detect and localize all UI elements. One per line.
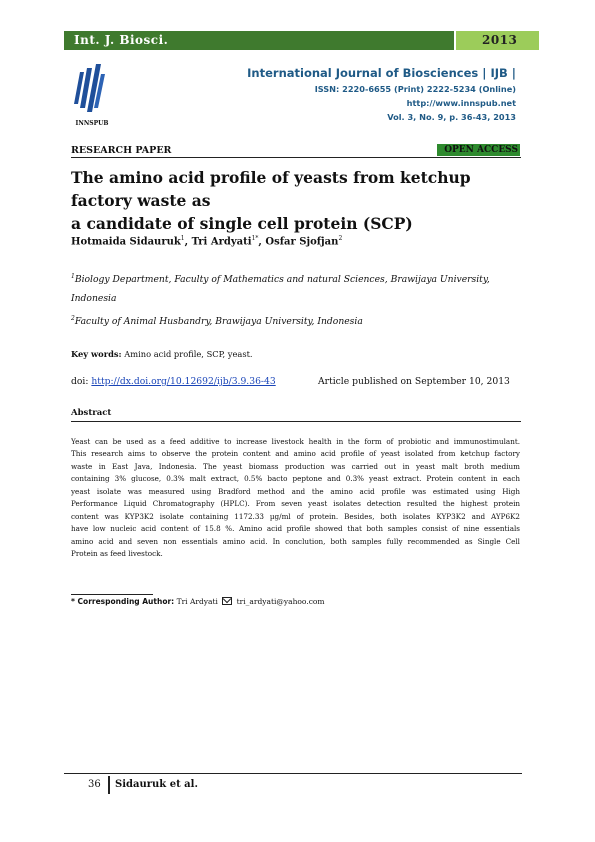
author-affil-mark: 2 xyxy=(338,235,343,242)
corresponding-label: * Corresponding Author: xyxy=(71,597,175,606)
affiliation-mark: 2 xyxy=(71,315,75,322)
running-author: Sidauruk et al. xyxy=(115,779,198,790)
publication-date: Article published on September 10, 2013 xyxy=(318,376,510,387)
author-name: Tri Ardyati xyxy=(191,236,252,248)
abstract-line: containing 3% glucose, 0.3% malt extract, 0.5% bacto peptone and 0.3% yeast extract. Protein content in each xyxy=(71,474,520,484)
year-banner: 2013 xyxy=(456,31,539,50)
author-affil-mark: 1* xyxy=(251,235,259,242)
author-name: Osfar Sjofjan xyxy=(265,236,339,248)
journal-issn: ISSN: 2220-6655 (Print) 2222-5234 (Online) xyxy=(314,84,516,94)
abstract-line: have low nucleic acid content of 15.8 %. Amino acid profile showed that both samples consist of nine essentials xyxy=(71,524,520,534)
affiliation-1 xyxy=(71,267,521,308)
abstract-line: Yeast can be used as a feed additive to increase livestock health in the form of probiotic and immunostimulant. xyxy=(71,437,520,446)
affiliation-text: Faculty of Animal Husbandry, Brawijaya University, Indonesia xyxy=(74,316,363,328)
journal-volume: Vol. 3, No. 9, p. 36-43, 2013 xyxy=(387,112,516,122)
abstract-body xyxy=(71,436,520,560)
journal-url[interactable]: http://www.innspub.net xyxy=(406,98,516,108)
abstract-divider xyxy=(71,421,521,422)
abstract-heading: Abstract xyxy=(71,408,112,418)
journal-title: International Journal of Biosciences | IJB | xyxy=(247,66,516,80)
abstract-line: amino acid and seven non essentials amino acid. In conclution, both samples fully recommended as Single Cell xyxy=(71,536,520,546)
author-list: Hotmaida Sidauruk$^1$, Tri Ardyati$^{1*}$, Osfar Sjofjan$^2$ xyxy=(71,235,343,248)
corresponding-author xyxy=(71,597,325,606)
innspub-logo-icon xyxy=(70,64,114,126)
article-title-line-2: a candidate of single cell protein (SCP) xyxy=(71,214,413,233)
footer-divider xyxy=(64,773,522,774)
open-access-badge: OPEN ACCESS xyxy=(437,144,520,156)
abstract-line: yeast isolate was measured using Bradford method and the amino acid profile was estimated using High xyxy=(71,486,520,496)
affiliation-mark: 1 xyxy=(71,273,75,280)
doi-label: doi: xyxy=(71,376,89,387)
journal-short-banner: Int. J. Biosci. xyxy=(64,31,454,50)
doi-row xyxy=(71,376,276,387)
keywords-label: Key words: xyxy=(71,349,122,359)
page-number: 36 xyxy=(88,779,101,790)
footnote-divider xyxy=(71,594,153,595)
keywords-row xyxy=(71,349,253,359)
logo-text: INNSPUB xyxy=(75,120,109,127)
author-name: Hotmaida Sidauruk xyxy=(71,236,181,248)
abstract-line: Performance Liquid Chromatography (HPLC). From seven yeast isolates detection resulted the highest protein xyxy=(71,499,520,509)
affiliation-text: Biology Department, Faculty of Mathematics and natural Sciences, Brawijaya University, xyxy=(74,274,490,286)
corresponding-email[interactable]: tri_ardyati@yahoo.com xyxy=(236,597,325,606)
article-title xyxy=(71,166,521,235)
header-divider xyxy=(71,157,521,158)
affiliation-2 xyxy=(71,309,521,331)
abstract-line: content was KYP3K2 isolate containing 1172.33 µg/ml of protein. Besides, both isolates KYP3K2 and AYP6K2 xyxy=(71,511,520,521)
corresponding-name: Tri Ardyati xyxy=(176,597,218,606)
abstract-line: waste in East Java, Indonesia. The yeast biomass production was carried out in yeast malt broth medium xyxy=(71,461,520,471)
keywords-text: Amino acid profile, SCP, yeast. xyxy=(124,349,253,359)
author-affil-mark: 1 xyxy=(180,235,185,242)
doi-link[interactable]: http://dx.doi.org/10.12692/ijb/3.9.36-43 xyxy=(91,376,276,387)
affiliation-text-cont: Indonesia xyxy=(71,293,117,305)
article-title-line-1: The amino acid profile of yeasts from ketchup factory waste as xyxy=(71,168,471,210)
envelope-icon xyxy=(222,597,232,605)
footer-separator xyxy=(108,776,110,794)
article-type-label: RESEARCH PAPER xyxy=(71,145,172,156)
abstract-line: Protein as feed livestock. xyxy=(71,548,163,558)
abstract-line: This research aims to observe the protein content and amino acid profile of yeast isolated from ketchup factory xyxy=(71,449,520,459)
